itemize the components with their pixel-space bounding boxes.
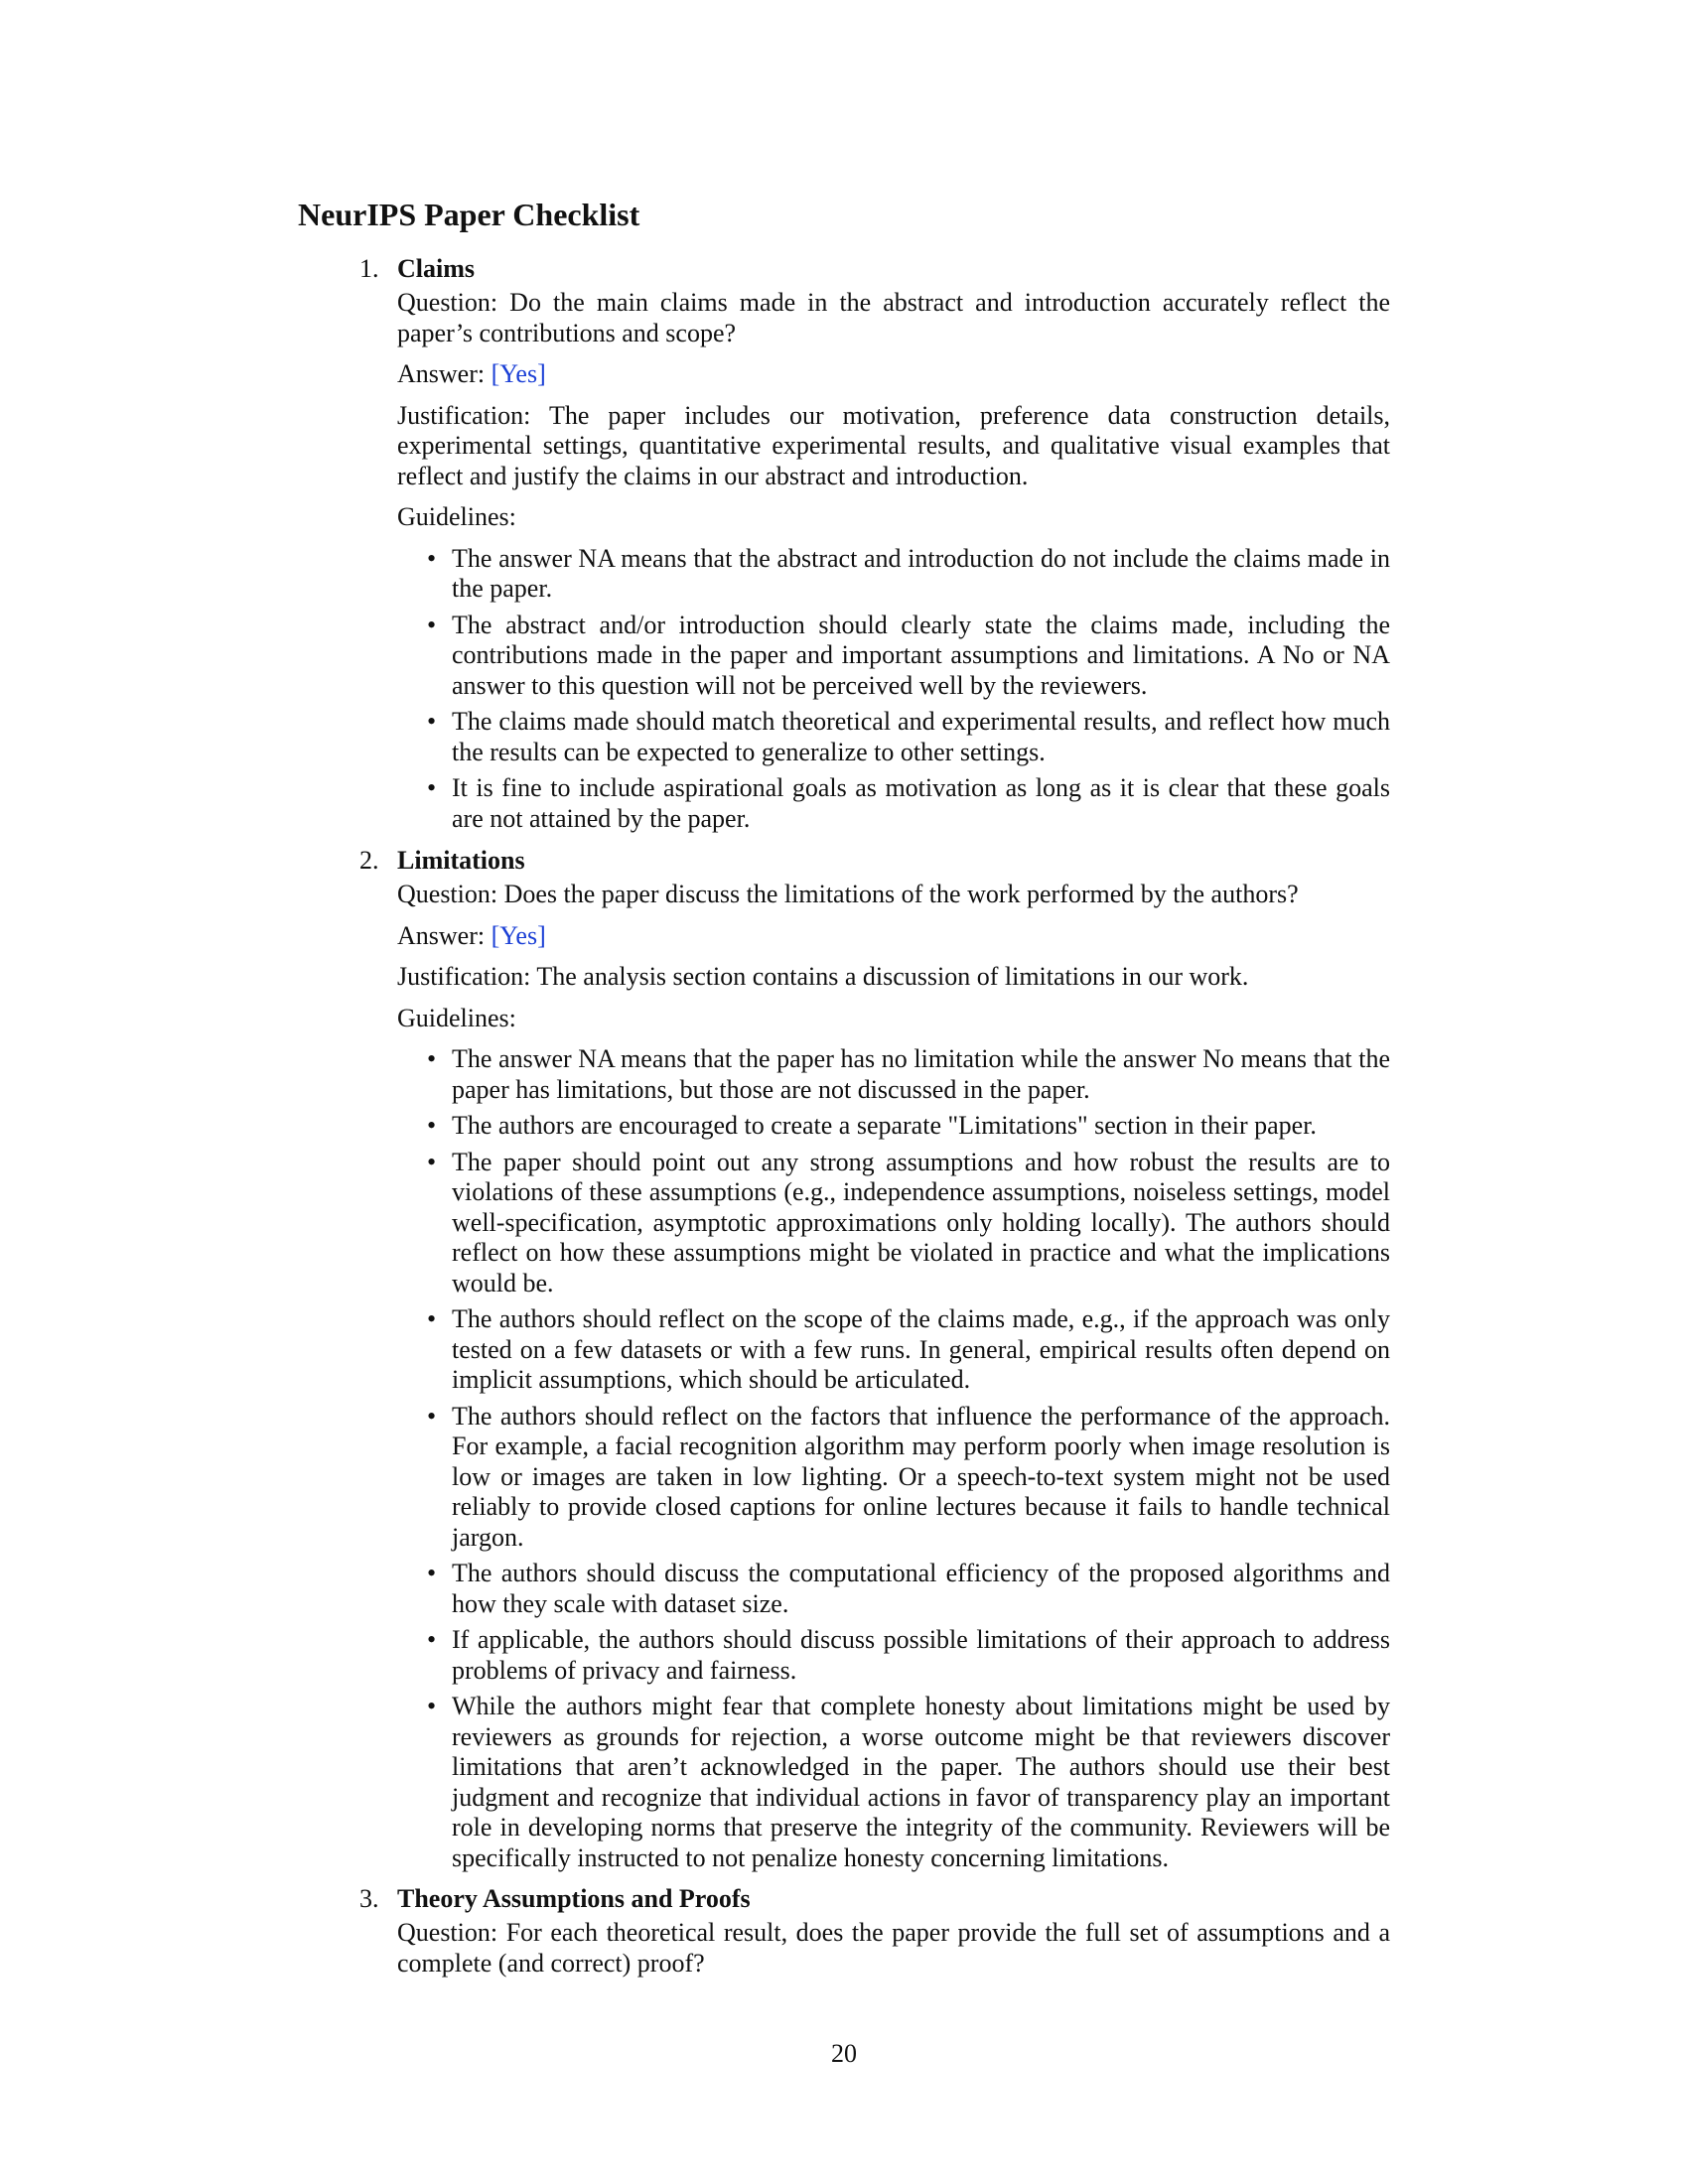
justification-paragraph <box>397 962 1390 993</box>
answer-value: [Yes] <box>491 920 546 950</box>
question-paragraph <box>397 1918 1390 1979</box>
guideline-item: • The paper should point out any strong assumptions and how robust the results are to violations of these assumptions (e.g., independence assumptions, noiseless settings, model well-specification, asymptotic approximations only holding locally). The authors should reflect on how these assumptions might be violated in practice and what the implications would be. <box>427 1147 1390 1297</box>
question-label: Question: <box>397 880 498 908</box>
justification-label: Justification: <box>397 400 531 430</box>
item-number: 3. <box>359 1884 379 1913</box>
question-label: Question: <box>397 288 498 317</box>
answer-paragraph <box>397 921 1390 952</box>
checklist-item-claims <box>298 254 1390 840</box>
question-text: Do the main claims made in the abstract and introduction accurately reflect the paper’s contributions and scope? <box>397 288 1390 347</box>
item-number: 1. <box>359 254 379 283</box>
question-paragraph <box>397 288 1390 348</box>
justification-text: The paper includes our motivation, preference data construction details, experimental settings, quantitative experimental results, and qualitative visual examples that reflect and justify the claims in our abstract and introduction. <box>397 400 1391 490</box>
page-number: 20 <box>831 2039 857 2068</box>
guideline-item: • If applicable, the authors should discuss possible limitations of their approach to address problems of privacy and fairness. <box>427 1625 1390 1685</box>
checklist-item-limitations <box>298 846 1390 1879</box>
item-body <box>397 1918 1390 1979</box>
item-heading <box>298 846 1390 880</box>
item-title: Theory Assumptions and Proofs <box>397 1884 751 1913</box>
guideline-item: • The answer NA means that the paper has no limitation while the answer No means that the paper has limitations, but those are not discussed in the paper. <box>427 1044 1390 1104</box>
question-label: Question: <box>397 1918 498 1947</box>
guideline-item: • It is fine to include aspirational goals as motivation as long as it is clear that these goals are not attained by the paper. <box>427 773 1390 833</box>
checklist-item-theory <box>298 1884 1390 1989</box>
question-paragraph <box>397 880 1390 910</box>
section-title: NeurIPS Paper Checklist <box>298 197 640 232</box>
item-title: Limitations <box>397 846 525 875</box>
guidelines-label: Guidelines: <box>397 502 516 531</box>
guideline-item: • The authors should discuss the computational efficiency of the proposed algorithms and how they scale with dataset size. <box>427 1559 1390 1618</box>
guidelines-list <box>397 544 1390 835</box>
guideline-item: • The authors should reflect on the factors that influence the performance of the approach. For example, a facial recognition algorithm may perform poorly when image resolution is low or images are taken in low lighting. Or a speech-to-text system might not be used reliably to provide closed captions for online lectures because it fails to handle technical jargon. <box>427 1401 1390 1552</box>
guideline-item: • The authors should reflect on the scope of the claims made, e.g., if the approach was only tested on a few datasets or with a few runs. In general, empirical results often depend on implicit assumptions, which should be articulated. <box>427 1304 1390 1394</box>
answer-value: [Yes] <box>491 359 546 388</box>
question-text: For each theoretical result, does the paper provide the full set of assumptions and a complete (and correct) proof? <box>397 1918 1391 1978</box>
item-heading <box>298 254 1390 288</box>
question-text: Does the paper discuss the limitations of the work performed by the authors? <box>503 880 1299 908</box>
item-heading <box>298 1884 1390 1918</box>
justification-paragraph <box>397 401 1390 492</box>
answer-label: Answer: <box>397 359 486 388</box>
guideline-item: • The answer NA means that the abstract and introduction do not include the claims made in the paper. <box>427 543 1390 603</box>
guideline-item: • While the authors might fear that complete honesty about limitations might be used by reviewers as grounds for rejection, a worse outcome might be that reviewers discover limitations that aren’t acknowledged in the paper. The authors should use their best judgment and recognize that individual actions in favor of transparency play an important role in developing norms that preserve the integrity of the community. Reviewers will be specifically instructed to not penalize honesty concerning limitations. <box>427 1692 1390 1872</box>
item-body <box>397 288 1390 834</box>
answer-label: Answer: <box>397 920 486 950</box>
justification-text: The analysis section contains a discussion of limitations in our work. <box>536 962 1249 991</box>
item-number: 2. <box>359 846 379 875</box>
item-body <box>397 880 1390 1873</box>
answer-paragraph <box>397 359 1390 390</box>
guideline-item: • The abstract and/or introduction should clearly state the claims made, including the contributions made in the paper and important assumptions and limitations. A No or NA answer to this question will not be perceived well by the reviewers. <box>427 610 1390 700</box>
justification-label: Justification: <box>397 962 531 991</box>
item-title: Claims <box>397 254 475 283</box>
guidelines-list <box>397 1044 1390 1873</box>
guidelines-label: Guidelines: <box>397 1003 516 1032</box>
guideline-item: • The authors are encouraged to create a separate "Limitations" section in their paper. <box>427 1111 1317 1140</box>
guideline-item: • The claims made should match theoretical and experimental results, and reflect how much the results can be expected to generalize to other settings. <box>427 707 1390 766</box>
